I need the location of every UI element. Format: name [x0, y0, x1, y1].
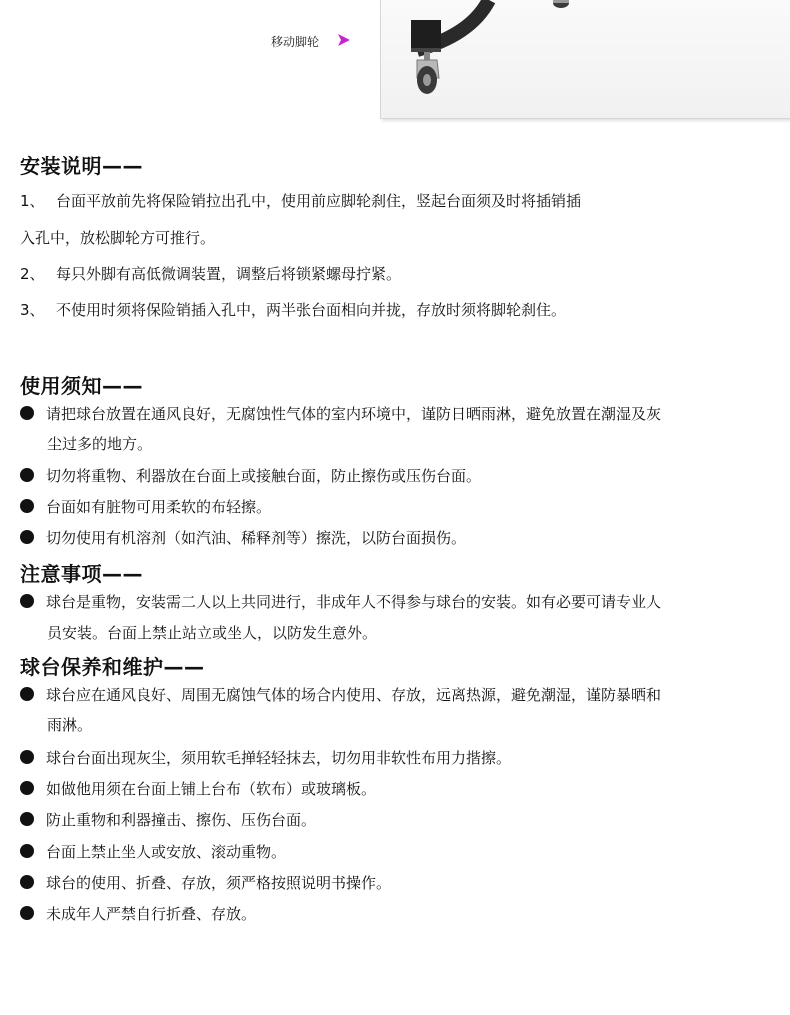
usage-title: 使用须知——	[20, 374, 143, 398]
maintenance-item-6	[20, 872, 391, 893]
install-item-3-text: 不使用时须将保险销插入孔中，两半张台面相向并拢，存放时须将脚轮刹住。	[56, 301, 567, 319]
notice-item-1-continued: 员安装。台面上禁止站立或坐人，以防发生意外。	[47, 624, 378, 642]
install-item-1-continued: 入孔中，放松脚轮方可推行。	[20, 229, 216, 247]
maintenance-item-5	[20, 841, 286, 862]
bullet-dot-icon	[20, 468, 34, 482]
maintenance-item-6-text: 球台的使用、折叠、存放，须严格按照说明书操作。	[46, 874, 392, 892]
usage-item-2	[20, 465, 481, 486]
product-photo	[380, 0, 790, 119]
maintenance-item-3-text: 如做他用须在台面上铺上台布（软布）或玻璃板。	[46, 780, 377, 798]
install-item-3	[20, 299, 566, 320]
bullet-dot-icon	[20, 875, 34, 889]
bullet-dot-icon	[20, 750, 34, 764]
notice-item-1	[20, 591, 661, 612]
install-item-1-text: 台面平放前先将保险销拉出孔中，使用前应脚轮刹住，竖起台面须及时将插销插	[56, 192, 582, 210]
install-item-1-num: 1、	[20, 192, 45, 210]
usage-item-1-text: 请把球台放置在通风良好，无腐蚀性气体的室内环境中，谨防日晒雨淋，避免放置在潮湿及灰	[46, 405, 662, 423]
maintenance-item-5-text: 台面上禁止坐人或安放、滚动重物。	[46, 843, 287, 861]
bullet-dot-icon	[20, 594, 34, 608]
bullet-dot-icon	[20, 781, 34, 795]
maintenance-item-3	[20, 778, 376, 799]
bullet-dot-icon	[20, 844, 34, 858]
maintenance-item-2	[20, 747, 511, 768]
maintenance-item-7-text: 未成年人严禁自行折叠、存放。	[46, 905, 257, 923]
install-title: 安装说明——	[20, 154, 143, 178]
notice-item-1-text: 球台是重物，安装需二人以上共同进行，非成年人不得参与球台的安装。如有必要可请专业人	[46, 593, 662, 611]
bullet-dot-icon	[20, 812, 34, 826]
usage-item-3-text: 台面如有脏物可用柔软的布轻擦。	[46, 498, 272, 516]
caster-label: 移动脚轮	[271, 35, 320, 49]
install-item-2-text: 每只外脚有高低微调装置，调整后将锁紧螺母拧紧。	[56, 265, 402, 283]
usage-item-1-continued: 尘过多的地方。	[47, 435, 153, 453]
bullet-dot-icon	[20, 530, 34, 544]
install-item-3-num: 3、	[20, 301, 45, 319]
bullet-dot-icon	[20, 687, 34, 701]
maintenance-item-1-text: 球台应在通风良好、周围无腐蚀气体的场合内使用、存放，远离热源，避免潮湿，谨防暴晒和	[46, 686, 662, 704]
usage-item-4	[20, 527, 466, 548]
notice-title: 注意事项——	[20, 562, 143, 586]
bullet-dot-icon	[20, 906, 34, 920]
usage-item-1	[20, 403, 661, 424]
usage-item-2-text: 切勿将重物、利器放在台面上或接触台面，防止擦伤或压伤台面。	[46, 467, 482, 485]
pointer-arrow-icon	[337, 33, 351, 47]
install-item-1	[20, 190, 581, 211]
maintenance-item-4-text: 防止重物和利器撞击、擦伤、压伤台面。	[46, 811, 317, 829]
maintenance-item-2-text: 球台台面出现灰尘，须用软毛掸轻轻抹去，切勿用非软性布用力揩擦。	[46, 749, 512, 767]
maintenance-title: 球台保养和维护——	[20, 655, 205, 679]
bullet-dot-icon	[20, 499, 34, 513]
install-item-2	[20, 263, 401, 284]
maintenance-item-1-continued: 雨淋。	[47, 716, 93, 734]
maintenance-item-7	[20, 903, 256, 924]
usage-item-4-text: 切勿使用有机溶剂（如汽油、稀释剂等）擦洗，以防台面损伤。	[46, 529, 467, 547]
maintenance-item-4	[20, 809, 316, 830]
table-leg-caster-illustration	[381, 0, 790, 118]
maintenance-item-1	[20, 684, 661, 705]
usage-item-3	[20, 496, 271, 517]
install-item-2-num: 2、	[20, 265, 45, 283]
bullet-dot-icon	[20, 406, 34, 420]
